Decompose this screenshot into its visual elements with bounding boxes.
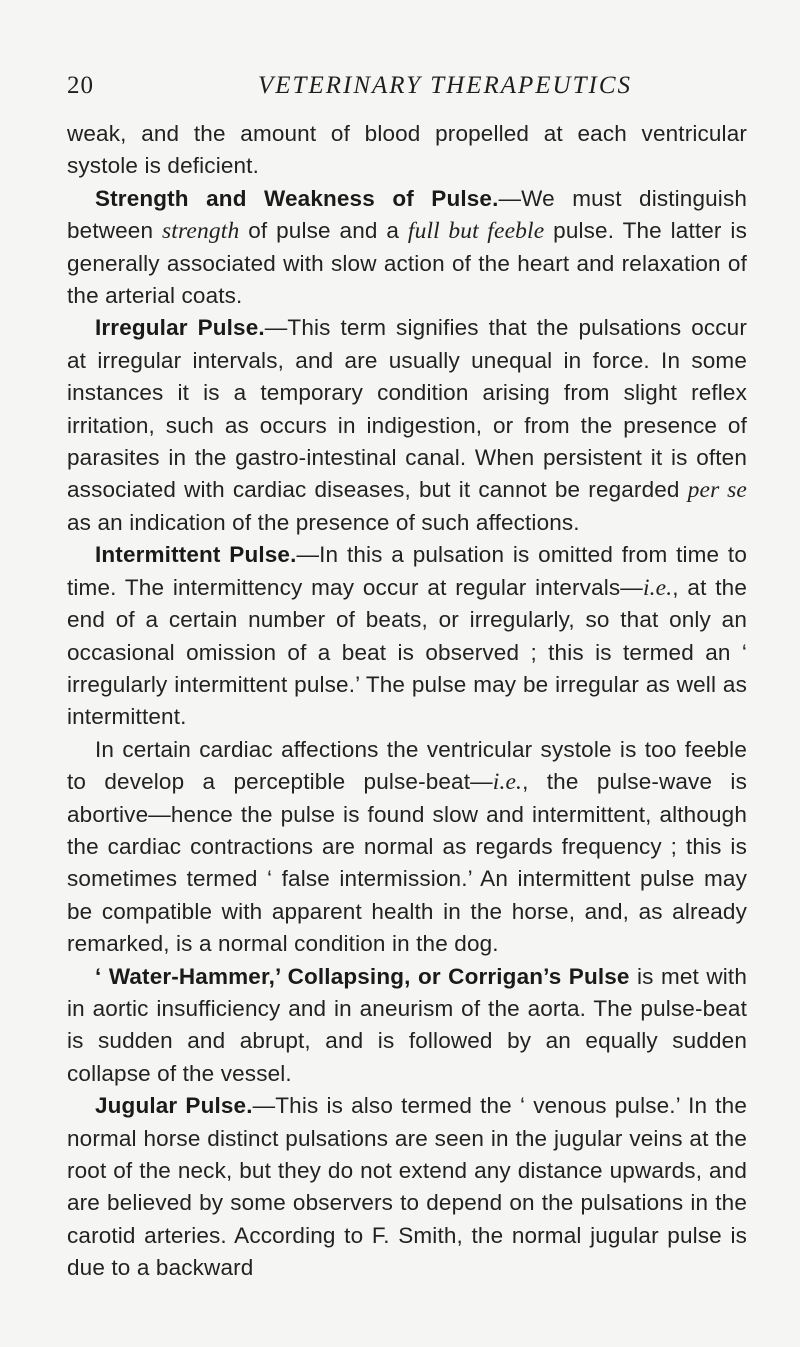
body-text — [67, 118, 747, 1285]
italic-term: strength — [161, 218, 240, 245]
paragraph-text: as an indication of the presence of such affections. — [67, 509, 580, 535]
paragraph-text: , the pulse-wave is abortive—hence the pulse is found slow and intermittent, although the cardiac contractions are normal as regards frequency ; this is sometimes termed ‘ false intermission.’ An intermittent pulse may be compatible with apparent health in the horse, and, as already remarked, is a normal condition in the dog. — [67, 769, 747, 957]
section-heading: Strength and Weakness of Pulse. — [95, 185, 499, 211]
section-heading: Intermittent Pulse. — [95, 542, 297, 568]
italic-term: per se — [687, 477, 747, 504]
page-number: 20 — [67, 72, 94, 99]
page-header — [0, 72, 800, 112]
paragraph-water-hammer-pulse — [67, 961, 747, 1091]
paragraph-text: pulse. The latter is generally associated with slow action of the heart and relaxation of the arterial coats. — [67, 218, 747, 309]
paragraph-irregular-pulse — [67, 312, 747, 539]
paragraph-text: , at the end of a certain number of beats, or irregularly, so that only an occasional omission of a beat is observed ; this is termed an ‘ irregularly intermittent pulse.’ The pulse may be irregular as well as intermittent. — [67, 574, 748, 730]
italic-term: i.e. — [642, 574, 673, 601]
italic-term: full but feeble — [407, 218, 545, 245]
paragraph-text: weak, and the amount of blood propelled at each ventricular systole is deficient. — [67, 121, 747, 179]
italic-term: i.e. — [492, 769, 523, 796]
paragraph-text: In certain cardiac affections the ventricular systole is too feeble to develop a perceptible pulse-beat— — [67, 736, 747, 795]
paragraph-strength-weakness — [67, 183, 747, 313]
paragraph-text: —In this a pulsation is omitted from time to time. The intermittency may occur at regular intervals— — [67, 542, 747, 600]
paragraph-cardiac-affections — [67, 734, 747, 961]
paragraph-intermittent-pulse — [67, 539, 747, 733]
section-heading: Jugular Pulse. — [95, 1093, 253, 1119]
paragraph-text: —We must distinguish between — [67, 185, 748, 244]
section-heading: ‘ Water-Hammer,’ Collapsing, or Corrigan’s Pulse — [95, 963, 630, 989]
paragraph-text: of pulse and a — [239, 218, 408, 244]
paragraph-text: —This is also termed the ‘ venous pulse.’ In the normal horse distinct pulsations are seen in the jugular veins at the root of the neck, but they do not extend any distance upwards, and are believed by some observers to depend on the pulsations in the carotid arteries. According to F. Smith, the normal jugular pulse is due to a backward — [67, 1093, 747, 1281]
paragraph-text: —This term signifies that the pulsations occur at irregular intervals, and are usually unequal in force. In some instances it is a temporary condition arising from slight reflex irritation, such as occurs in indigestion, or from the presence of parasites in the gastro-intestinal canal. When persistent it is often associated with cardiac diseases, but it cannot be regarded — [67, 315, 747, 503]
section-heading: Irregular Pulse. — [95, 315, 265, 341]
running-head: VETERINARY THERAPEUTICS — [258, 72, 633, 99]
paragraph-continuation — [67, 118, 747, 183]
paragraph-jugular-pulse — [67, 1090, 747, 1284]
paragraph-text: is met with in aortic insufficiency and in aneurism of the aorta. The pulse-beat is sudden and abrupt, and is followed by an equally sudden collapse of the vessel. — [67, 963, 747, 1086]
